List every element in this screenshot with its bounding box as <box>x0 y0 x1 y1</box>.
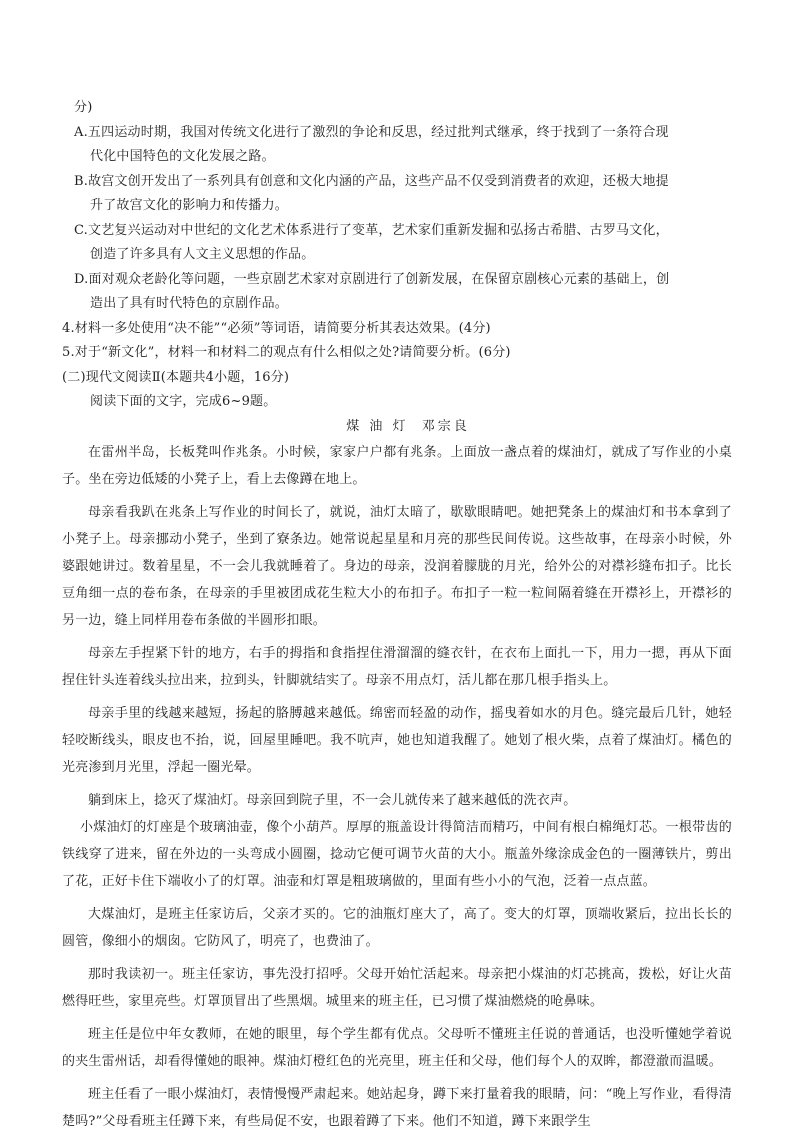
article-paragraph: 班主任看了一眼小煤油灯，表情慢慢严肃起来。她站起身，蹲下来打量着我的眼睛，问：“晚上写作业，看得清楚吗?”父母看班主任蹲下来，有些局促不安，也跟着蹲了下来。他们不知道，蹲下来跟学生 <box>62 1087 732 1129</box>
article-author: 邓宗良 <box>421 418 470 434</box>
article-paragraph: 小煤油灯的灯座是个玻璃油壶，像个小葫芦。厚厚的瓶盖设计得简洁而精巧，中间有根白棉绳灯芯。一根带齿的铁线穿了进来，留在外边的一头弯成小圆圈，捻动它便可调节火苗的大小。瓶盖外缘涂成金色的一圈薄铁片，剪出了花，正好卡住下端收小了的灯罩。油壶和灯罩是粗玻璃做的，里面有些小小的气泡，泛着一点点蓝。 <box>62 820 732 889</box>
article-paragraph: 母亲左手捏紧下针的地方，右手的拇指和食指捏住滑溜溜的缝衣针，在衣布上面扎一下，用力一摁，再从下面捏住针头连着线头拉出来，拉到头，针脚就结实了。母亲不用点灯，活儿都在那几根手指头上。 <box>62 646 732 688</box>
article-paragraph: 在雷州半岛，长板凳叫作兆条。小时候，家家户户都有兆条。上面放一盏点着的煤油灯，就成了写作业的小桌子。坐在旁边低矮的小凳子上，看上去像蹲在地上。 <box>62 445 732 487</box>
question-5: 5.对于“新文化”，材料一和材料二的观点有什么相似之处?请简要分析。(6分) <box>62 345 511 360</box>
article-paragraph: 大煤油灯，是班主任家访后，父亲才买的。它的油瓶灯座大了，高了。变大的灯罩，顶端收紧后，拉出长长的圆管，像细小的烟囱。它防风了，明亮了，也费油了。 <box>62 907 732 949</box>
option-a-line-2: 代化中国特色的文化发展之路。 <box>90 149 275 164</box>
article-paragraph: 躺到床上，捻灭了煤油灯。母亲回到院子里，不一会儿就传来了越来越低的洗衣声。 <box>88 793 577 808</box>
article-paragraph: 班主任是位中年女教师，在她的眼里，每个学生都有优点。父母听不懂班主任说的普通话，也没听懂她学着说的夹生雷州话，却看得懂她的眼神。煤油灯橙红色的光亮里，班主任和父母，他们每个人的双眸，都澄澈而温暖。 <box>62 1027 732 1069</box>
question-4: 4.材料一多处使用“决不能”“必须”等词语，请简要分析其表达效果。(4分) <box>62 320 491 336</box>
reading-instruction: 阅读下面的文字，完成6~9题。 <box>90 394 277 409</box>
option-c-line-1: C.文艺复兴运动对中世纪的文化艺术体系进行了变革，艺术家们重新发掘和弘扬古希腊、古罗马文化， <box>74 222 669 238</box>
question-tail: 分) <box>74 100 93 115</box>
option-d-line-2: 造出了具有时代特色的京剧作品。 <box>90 296 289 311</box>
section-heading: (二)现代文阅读Ⅱ(本题共4小题，16分) <box>62 369 290 385</box>
article-title <box>74 415 728 440</box>
option-d-line-1: D.面对观众老龄化等问题，一些京剧艺术家对京剧进行了创新发展，在保留京剧核心元素的基础上，创 <box>74 271 670 287</box>
option-a-line-1: A.五四运动时期，我国对传统文化进行了激烈的争论和反思，经过批判式继承，终于找到了一条符合现 <box>74 124 669 140</box>
article-paragraph: 母亲手里的线越来越短，扬起的胳膊越来越低。绵密而轻盈的动作，摇曳着如水的月色。缝完最后几针，她轻轻咬断线头，眼皮也不抬，说，回屋里睡吧。我不吭声，她也知道我醒了。她划了根火柴，点着了煤油灯。橘色的光亮渗到月光里，浮起一圈光晕。 <box>62 706 732 775</box>
option-b-line-1: B.故宫文创开发出了一系列具有创意和文化内涵的产品，这些产品不仅受到消费者的欢迎，还极大地提 <box>74 173 669 189</box>
option-b-line-2: 升了故宫文化的影响力和传播力。 <box>90 198 289 213</box>
article-body <box>62 439 732 1135</box>
article-paragraph: 那时我读初一。班主任家访，事先没打招呼。父母开始忙活起来。母亲把小煤油的灯芯挑高，拨松，好让火苗燃得旺些，家里亮些。灯罩顶冒出了些黑烟。城里来的班主任，已习惯了煤油燃烧的呛鼻味。 <box>62 967 732 1009</box>
article-paragraph: 母亲看我趴在兆条上写作业的时间长了，就说，油灯太暗了，歇歇眼睛吧。她把凳条上的煤油灯和书本拿到了小凳子上。母亲挪动小凳子，坐到了寮条边。她常说起星星和月亮的那些民间传说。这些故事，在母亲小时候，外婆跟她讲过。数着星星，不一会儿我就睡着了。身边的母亲，没润着朦胧的月光，给外公的对襟衫缝布扣子。比长豆角细一点的卷布条，在母亲的手里被团成花生粒大小的布扣子。布扣子一粒一粒间隔着缝在开襟衫上，开襟衫的另一边，缝上同样用卷布条做的半圆形扣眼。 <box>62 505 732 628</box>
article-title-name: 煤 油 灯 <box>346 418 409 434</box>
option-c-line-2: 创造了许多具有人文主义思想的作品。 <box>90 247 315 262</box>
